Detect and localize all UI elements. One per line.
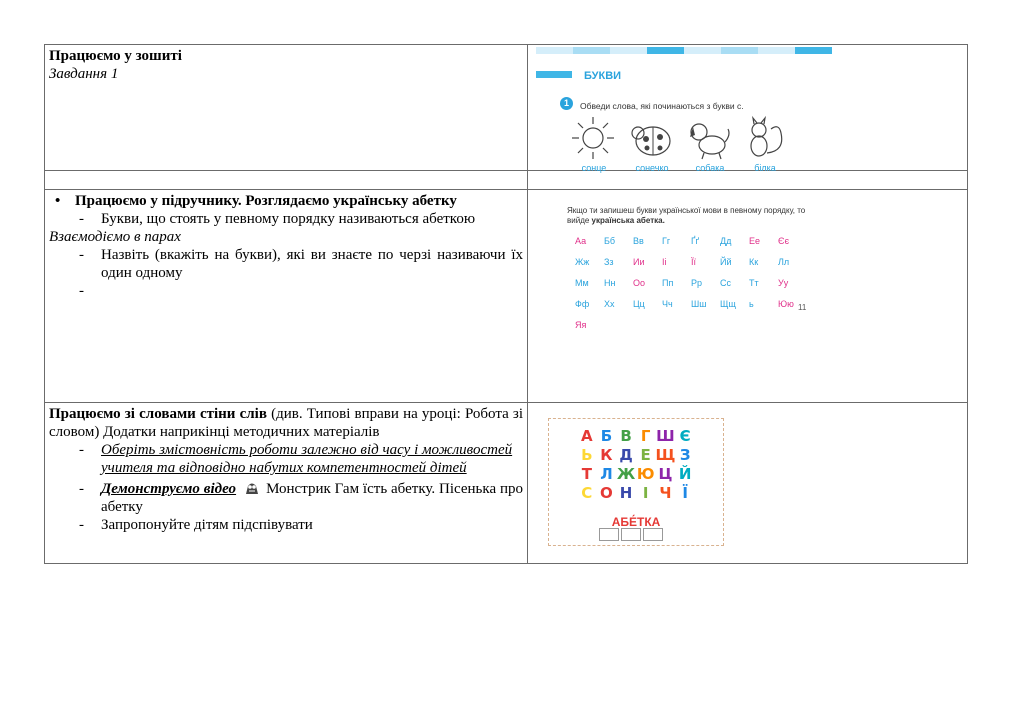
alphabet-letter: Хх bbox=[604, 299, 615, 309]
squirrel-icon bbox=[741, 115, 787, 161]
strip-segment bbox=[610, 47, 647, 54]
poster-letter: Ч bbox=[659, 484, 672, 502]
alphabet-letter: Лл bbox=[778, 257, 790, 267]
alphabet-letter: Тт bbox=[749, 278, 759, 288]
alphabet-letter: Кк bbox=[749, 257, 759, 267]
picture-label: сонце bbox=[581, 163, 607, 173]
textbook-activity: • Працюємо у підручнику. Розглядаємо українську абетку bbox=[75, 192, 523, 210]
table-row bbox=[45, 45, 968, 171]
poster-letter: Ш bbox=[656, 427, 675, 445]
lesson-plan-table bbox=[44, 44, 968, 564]
pair-work-instruction: - Назвіть (вкажіть на букви), які ви знаєте по черзі називаючи їх один одному bbox=[49, 246, 523, 282]
task-label: Завдання 1 bbox=[49, 66, 119, 82]
alphabet-letter: Нн bbox=[604, 278, 616, 288]
poster-letter: Щ bbox=[655, 446, 676, 464]
strip-segment bbox=[721, 47, 758, 54]
table-row bbox=[45, 171, 968, 190]
section-title: Працюємо у зошиті bbox=[49, 48, 182, 64]
decor-strip bbox=[536, 47, 832, 54]
poster-letter: Е bbox=[640, 446, 651, 464]
picture-label: собака bbox=[695, 163, 725, 173]
strip-segment bbox=[795, 47, 832, 54]
alphabet-letter: Гг bbox=[662, 236, 671, 246]
textbook-cell bbox=[45, 190, 528, 403]
poster-letter: А bbox=[581, 427, 593, 445]
picture-label: білка bbox=[754, 163, 776, 173]
poster-letter: Ю bbox=[636, 465, 655, 483]
alphabet-letter: Дд bbox=[720, 236, 732, 246]
strip-segment bbox=[758, 47, 795, 54]
sun-icon bbox=[570, 115, 616, 161]
alphabet-letter: Ее bbox=[749, 236, 761, 246]
poster-letter: Г bbox=[640, 427, 651, 445]
poster-letter: К bbox=[600, 446, 613, 464]
monster-icon bbox=[244, 481, 260, 495]
workbook-illustration bbox=[532, 47, 963, 173]
table-row bbox=[45, 190, 968, 403]
alphabet-letter: Ґґ bbox=[691, 236, 700, 246]
poster-letter: Т bbox=[581, 465, 592, 483]
poster-letter: Б bbox=[600, 427, 613, 445]
video-label: Демонструємо відео bbox=[101, 481, 237, 497]
alphabet-letter: Ии bbox=[633, 257, 645, 267]
task-instruction: Обведи слова, які починаються з букви с. bbox=[580, 101, 744, 111]
video-item bbox=[49, 480, 523, 516]
decor-bar bbox=[536, 71, 572, 78]
alphabet-letter: Юю bbox=[778, 299, 794, 309]
word-wall-note: (див. Типові вправи на уроці: Робота зі словом) Додатки наприкінці методичних матеріалів bbox=[49, 406, 523, 440]
alphabet-letter: Фф bbox=[575, 299, 590, 309]
empty-cell bbox=[45, 171, 528, 190]
picture-label: сонечко bbox=[635, 163, 669, 173]
letter-box bbox=[643, 528, 663, 541]
alphabet-letter: Цц bbox=[633, 299, 645, 309]
poster-letter: Ж bbox=[616, 465, 636, 483]
workbook-image-cell bbox=[528, 45, 968, 171]
alphabet-letter: Шш bbox=[691, 299, 707, 309]
poster-word-boxes bbox=[599, 528, 663, 541]
page-number: 11 bbox=[798, 303, 807, 312]
workbook-heading: БУКВИ bbox=[584, 70, 622, 82]
alphabet-letter: Вв bbox=[633, 236, 644, 246]
table-row bbox=[45, 403, 968, 564]
alphabet-letter: Чч bbox=[662, 299, 673, 309]
poster-letters bbox=[577, 427, 695, 503]
pair-work-label: Взаємодіємо в парах bbox=[49, 229, 181, 245]
poster-letter: С bbox=[581, 484, 593, 502]
poster-letter: Л bbox=[600, 465, 613, 483]
word-wall-cell bbox=[45, 403, 528, 564]
alphabet-intro bbox=[567, 206, 827, 226]
poster-letter: Ь bbox=[581, 446, 593, 464]
alphabet-poster bbox=[548, 418, 724, 546]
alphabet-letter: Аа bbox=[575, 236, 587, 246]
poster-letter: Ї bbox=[682, 484, 688, 502]
poster-illustration bbox=[532, 405, 963, 555]
alphabet-letter: Зз bbox=[604, 257, 614, 267]
alphabet-letter: Пп bbox=[662, 278, 674, 288]
poster-title: АБЕ́ТКА bbox=[611, 515, 661, 529]
alphabet-letter: Іі bbox=[662, 257, 667, 267]
alphabet-intro-bold: українська абетка. bbox=[591, 216, 665, 225]
letter-box bbox=[621, 528, 641, 541]
poster-letter: З bbox=[679, 446, 691, 464]
poster-letter: О bbox=[600, 484, 613, 502]
strip-segment bbox=[573, 47, 610, 54]
alphabet-grid bbox=[575, 232, 807, 334]
strip-segment bbox=[536, 47, 573, 54]
alphabet-letter: Сс bbox=[720, 278, 731, 288]
strip-segment bbox=[647, 47, 684, 54]
alphabet-letter: Оо bbox=[633, 278, 646, 288]
alphabet-letter: Яя bbox=[575, 320, 587, 330]
poster-letter: Н bbox=[619, 484, 633, 502]
dog-icon bbox=[686, 115, 732, 161]
workbook-cell bbox=[45, 45, 528, 171]
ladybug-icon bbox=[628, 115, 674, 161]
letter-box bbox=[599, 528, 619, 541]
poster-letter: Ц bbox=[658, 465, 673, 483]
poster-letter: Є bbox=[679, 427, 691, 445]
alphabet-letter: Уу bbox=[778, 278, 789, 288]
poster-letter: В bbox=[620, 427, 632, 445]
alphabet-letter: Жж bbox=[575, 257, 590, 267]
alphabet-intro-text: Якщо ти запишеш букви української мови в певному порядку, то вийде bbox=[567, 206, 806, 225]
alphabet-definition: - Букви, що стоять у певному порядку називаються абеткою bbox=[49, 210, 523, 228]
word-wall-title: Працюємо зі словами стіни слів bbox=[49, 406, 267, 422]
alphabet-letter: Бб bbox=[604, 236, 616, 246]
alphabet-letter: Її bbox=[691, 257, 697, 267]
alphabet-letter: ь bbox=[749, 299, 754, 309]
alphabet-letter: Єє bbox=[778, 236, 790, 246]
bullet-list bbox=[49, 192, 523, 210]
video-title: Монстрик Гам їсть абетку. Пісенька про абетку bbox=[101, 481, 523, 515]
alphabet-letter: Рр bbox=[691, 278, 703, 288]
strip-segment bbox=[684, 47, 721, 54]
poster-cell bbox=[528, 403, 968, 564]
alphabet-illustration bbox=[532, 192, 963, 392]
poster-letter: Д bbox=[619, 446, 633, 464]
alphabet-letter: Щщ bbox=[720, 299, 736, 309]
sing-along-instruction: - Запропонуйте дітям підспівувати bbox=[49, 516, 523, 534]
word-wall-intro bbox=[49, 405, 523, 441]
alphabet-letter: Йй bbox=[720, 257, 732, 267]
choose-content-instruction: - Оберіть змістовність роботи залежно від часу і можливостей учителя та відповідно набутих компетентностей дітей bbox=[49, 441, 523, 477]
textbook-image-cell bbox=[528, 190, 968, 403]
poster-letter: І bbox=[642, 484, 649, 502]
alphabet-letter: Мм bbox=[575, 278, 589, 288]
task-number-badge: 1 bbox=[560, 97, 573, 110]
poster-letter: Й bbox=[678, 465, 692, 483]
